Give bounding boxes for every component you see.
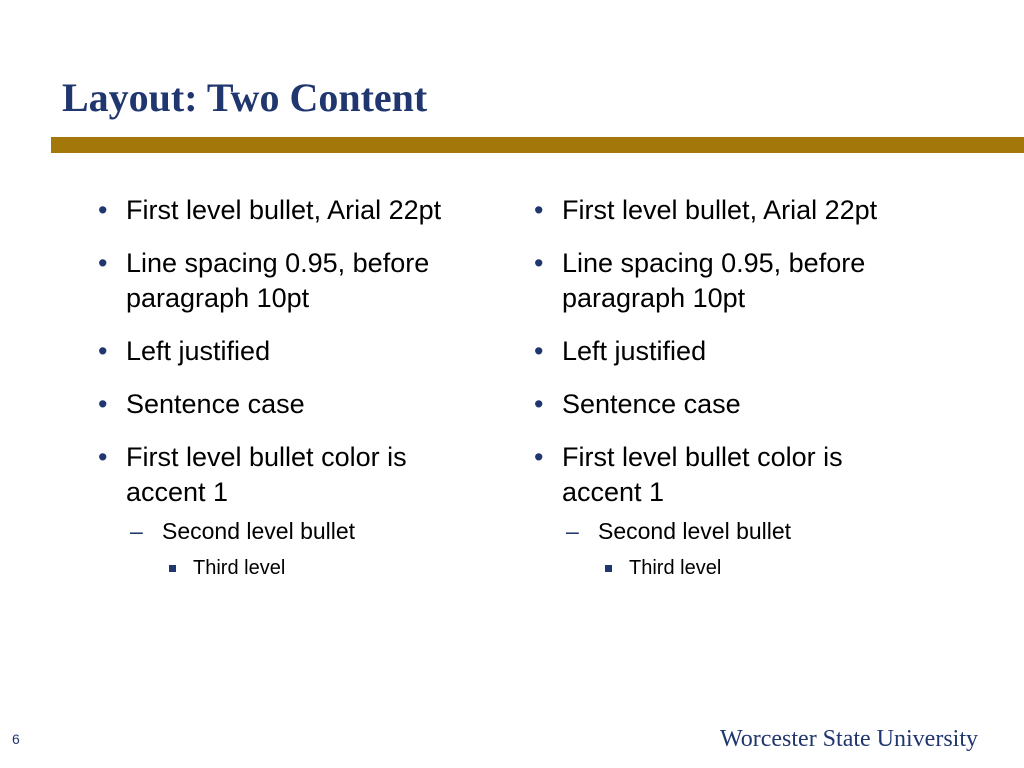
square-bullet-icon bbox=[605, 565, 612, 572]
bullet-marker: • bbox=[98, 442, 108, 472]
bullet-text: First level bullet color is accent 1 bbox=[562, 442, 843, 507]
first-level-bullet bbox=[96, 387, 476, 422]
bullet-marker: • bbox=[534, 389, 544, 419]
first-level-bullet bbox=[96, 246, 476, 316]
square-bullet-icon bbox=[169, 565, 176, 572]
third-level-bullet bbox=[532, 554, 912, 582]
bullet-text: Sentence case bbox=[126, 389, 305, 419]
left-content-column bbox=[96, 193, 476, 582]
second-level-bullet bbox=[532, 516, 912, 546]
bullet-marker: • bbox=[98, 248, 108, 278]
bullet-text: Third level bbox=[193, 557, 286, 579]
bullet-text: Third level bbox=[629, 557, 722, 579]
slide-number: 6 bbox=[12, 731, 20, 747]
bullet-text: First level bullet, Arial 22pt bbox=[126, 195, 442, 225]
dash-marker: – bbox=[130, 518, 143, 544]
bullet-marker: • bbox=[534, 248, 544, 278]
bullet-marker: • bbox=[534, 195, 544, 225]
bullet-text: Left justified bbox=[562, 336, 707, 366]
first-level-bullet bbox=[532, 440, 912, 510]
bullet-text: First level bullet color is accent 1 bbox=[126, 442, 407, 507]
first-level-bullet bbox=[96, 334, 476, 369]
bullet-text: Left justified bbox=[126, 336, 271, 366]
third-level-bullet bbox=[96, 554, 476, 582]
bullet-text: Second level bullet bbox=[162, 518, 356, 544]
first-level-bullet bbox=[532, 246, 912, 316]
bullet-marker: • bbox=[534, 336, 544, 366]
bullet-marker: • bbox=[98, 195, 108, 225]
right-content-column bbox=[532, 193, 912, 582]
bullet-marker: • bbox=[98, 389, 108, 419]
title-accent-rule bbox=[51, 137, 1024, 153]
bullet-text: Sentence case bbox=[562, 389, 741, 419]
second-level-bullet bbox=[96, 516, 476, 546]
first-level-bullet bbox=[532, 193, 912, 228]
university-wordmark: Worcester State University bbox=[720, 726, 978, 752]
bullet-text: Line spacing 0.95, before paragraph 10pt bbox=[126, 248, 430, 313]
first-level-bullet bbox=[96, 193, 476, 228]
first-level-bullet bbox=[532, 334, 912, 369]
bullet-marker: • bbox=[98, 336, 108, 366]
bullet-text: Second level bullet bbox=[598, 518, 792, 544]
first-level-bullet bbox=[96, 440, 476, 510]
slide-title: Layout: Two Content bbox=[62, 75, 428, 120]
bullet-text: First level bullet, Arial 22pt bbox=[562, 195, 878, 225]
bullet-text: Line spacing 0.95, before paragraph 10pt bbox=[562, 248, 866, 313]
dash-marker: – bbox=[566, 518, 579, 544]
first-level-bullet bbox=[532, 387, 912, 422]
bullet-marker: • bbox=[534, 442, 544, 472]
